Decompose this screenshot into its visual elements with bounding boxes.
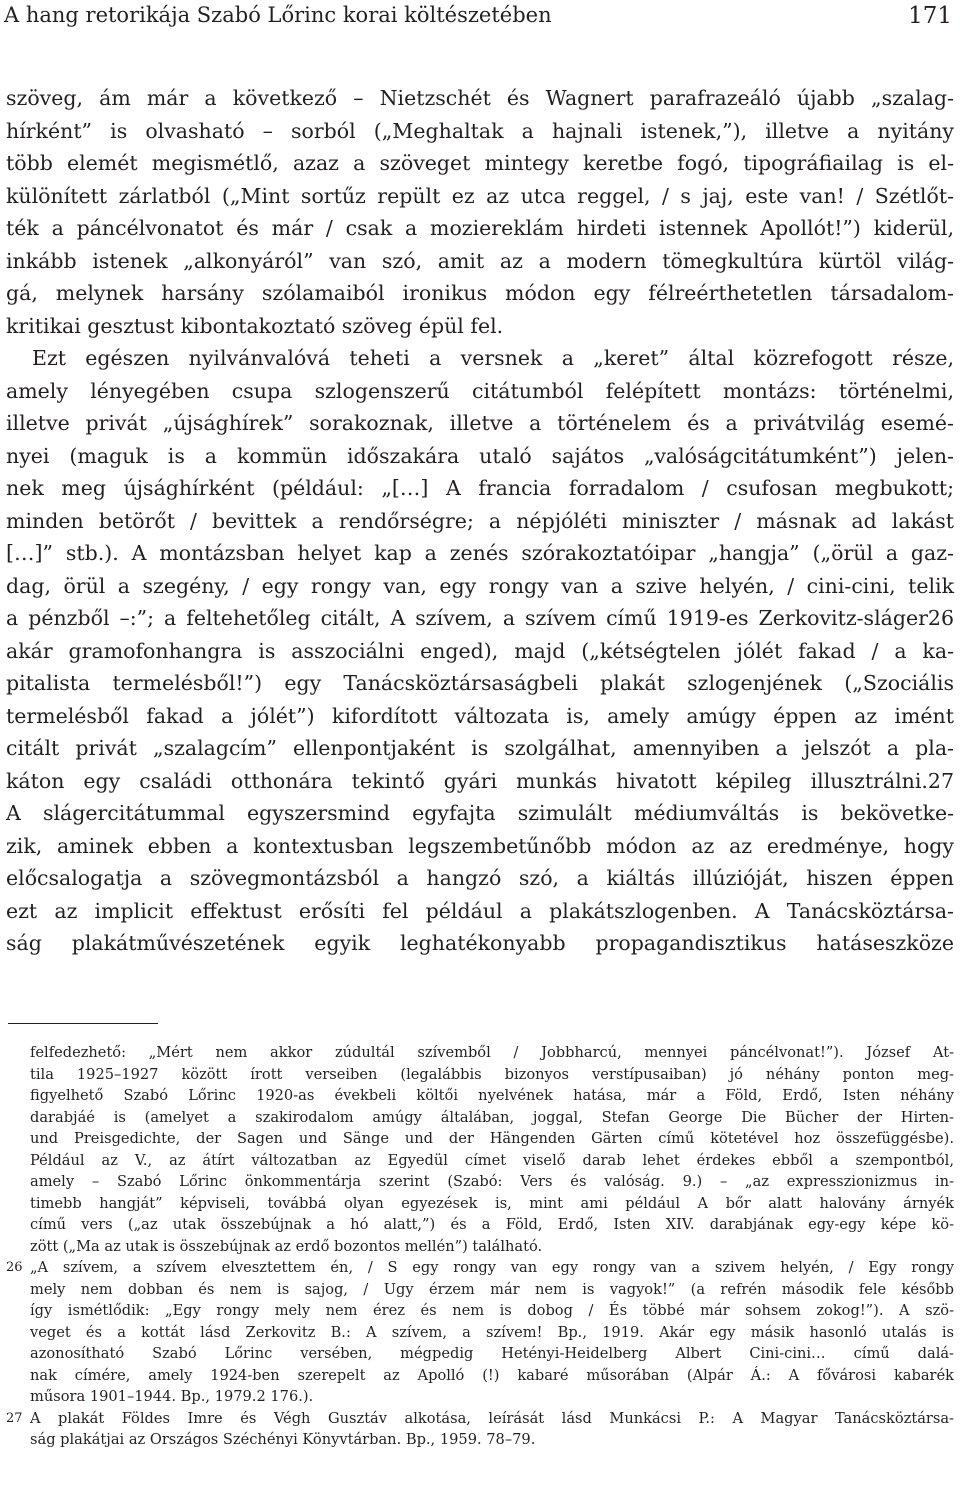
footnote-line: amely – Szabó Lőrinc önkommentárja szerint (Szabó: Vers és valóság. 9.) – „az expresszionizmus in- — [30, 1173, 954, 1190]
body-line: gá, melynek harsány szólamaiból ironikus módon egy félreérthetetlen társadalom- — [6, 281, 954, 305]
body-line: amely lényegében csupa szlogenszerű citátumból felépített montázs: történelmi, — [6, 378, 954, 403]
footnote-26 — [6, 1257, 954, 1408]
body-line: dag, örül a szegény, / egy rongy van, egy rongy van a szive helyén, / cini-cini, telik — [6, 573, 954, 598]
body-line: A slágercitátummal egyszersmind egyfajta szimulált médiumváltás is bekövetke- — [6, 801, 954, 825]
footnote-line: így ismétlődik: „Egy rongy mely nem érez és nem is dobog / És többé már sohsem zokog!”). A szö- — [30, 1302, 954, 1319]
footnote-continuation — [6, 1042, 954, 1257]
footnote-line: nak címére, amely 1924-ben szerepelt az Apolló (!) kabaré műsorában (Alpár Á.: A fővárosi kabarék — [30, 1366, 954, 1384]
body-line: nek meg újsághírként (például: „[…] A francia forradalom / csufosan megbukott; — [6, 476, 954, 500]
body-line: Ezt egészen nyilvánvalóvá teheti a versnek a „keret” által közrefogott része, — [32, 346, 954, 370]
body-line: káton egy családi otthonára tekintő gyári munkás hivatott képileg illusztrálni.27 — [6, 768, 954, 793]
page-number: 171 — [908, 3, 952, 29]
footnote-line: „A szívem, a szívem elvesztettem én, / S egy rongy van egy rongy van a szivem helyén, / Egy rongy — [30, 1259, 954, 1276]
body-line: termelésből fakad a jólét”) kifordított változata is, amely amúgy éppen az imént — [6, 703, 954, 728]
footnote-27 — [6, 1408, 954, 1451]
body-line: zik, aminek ebben a kontextusban legszembetűnőbb módon az az eredménye, hogy — [6, 833, 954, 858]
body-line: a pénzből –:”; a feltehetőleg citált, A szívem, a szívem című 1919-es Zerkovitz-sláger26 — [6, 606, 954, 630]
footnotes — [6, 1042, 954, 1451]
footnote-line: című vers („az utak összebújnak a hó alatt,”) és a Föld, Erdő, Isten XIV. darabjának egy-egy képe kö- — [30, 1216, 954, 1233]
body-line: citált privát „szalagcím” ellenpontjaként is szolgálhat, amennyiben a jelszót a pla- — [6, 736, 954, 760]
body-line: minden betörőt / bevittek a rendőrségre; a népjóléti miniszter / másnak ad lakást — [6, 508, 954, 533]
body-line: különített zárlatból („Mint sortűz repült ez az utca reggel, / s jaj, este van! / Szétlőt- — [6, 183, 954, 208]
body-line: akár gramofonhangra is asszociálni enged), majd („kétségtelen jólét fakad / a ka- — [6, 638, 954, 663]
body-line: előcsalogatja a szövegmontázsból a hangzó szó, a kiáltás illúzióját, hiszen éppen — [6, 866, 954, 890]
footnote-line: veget és a kottát lásd Zerkovitz B.: A szívem, a szívem! Bp., 1919. Akár egy másik hasonló utalás is — [30, 1323, 954, 1341]
footnote-line: műsora 1901–1944. Bp., 1979.2 176.). — [30, 1388, 314, 1405]
body-line: nyei (maguk is a kommün időszakára utaló sajátos „valóságcitátumként”) jelen- — [6, 443, 954, 468]
footnote-line: zött („Ma az utak is összebújnak az erdő bozontos mellén”) található. — [30, 1237, 543, 1255]
footnote-number: 26 — [6, 1260, 23, 1275]
body-line: inkább istenek „alkonyáról” van szó, amit az a modern tömegkultúra kürtöl világ- — [6, 248, 954, 273]
footnote-line: tila 1925–1927 között írott verseiben (legalábbis bizonyos verstípusaiban) jó néhány ponton meg- — [30, 1065, 954, 1083]
body-line: ezt az implicit effektust erősíti fel például a plakátszlogenben. A Tanácsköztársa- — [6, 898, 954, 923]
footnote-number: 27 — [6, 1410, 23, 1426]
footnote-line: A plakát Földes Imre és Végh Gusztáv alkotása, leírását lásd Munkácsi P.: A Magyar Tanácsköztársa- — [30, 1409, 954, 1427]
body-line: több elemét megismétlő, azaz a szöveget mintegy keretbe fogó, tipográfiailag is el- — [6, 151, 954, 175]
body-line: ték a páncélvonatot és már / csak a moziereklám hirdeti istennek Apollót!”) kiderül, — [6, 216, 954, 240]
footnote-line: figyelhető Szabó Lőrinc 1920-as évekbeli költői nyelvének hatása, már a Föld, Erdő, Isten néhány — [30, 1087, 954, 1104]
body-line: pitalista termelésből!”) egy Tanácsköztársaságbeli plakát szlogenjének („Szociális — [6, 671, 954, 695]
footnote-line: und Preisgedichte, der Sagen und Sänge und der Hängenden Gärten című kötetével hoz összefüggésbe). — [30, 1130, 954, 1147]
footnote-line: azonosítható Szabó Lőrinc versében, mégpedig Hetényi-Heidelberg Albert Cini-cini… című dalá- — [30, 1345, 954, 1362]
body-line: […]” stb.). A montázsban helyet kap a zenés szórakoztatóipar „hangja” („örül a gaz- — [6, 541, 954, 565]
body-line: illetve privát „újsághírek” sorakoznak, illetve a történelem és a privátvilág esemé- — [6, 411, 954, 435]
footnote-rule — [8, 1023, 158, 1024]
footnote-line: timebb hangját” képviseli, továbbá olyan egyezések is, mint ami például A bőr alatt halovány árnyék — [30, 1194, 954, 1212]
footnote-line: mely nem dobban és nem is sajog, / Ugy érzem már nem is vagyok!” (a refrén második fele később — [30, 1280, 954, 1298]
body-text — [6, 82, 954, 960]
footnote-line: darabjáé is (amelyet a szakirodalom amúgy általában, joggal, Stefan George Die Bücher der Hirten- — [30, 1108, 954, 1126]
footnote-line: Például az V., az átírt változatban az Egyedül címet viselő darab lehet érdekes ebből a szempontból, — [30, 1151, 954, 1169]
running-head: A hang retorikája Szabó Lőrinc korai költészetében — [4, 3, 552, 27]
body-line: szöveg, ám már a következő – Nietzschét és Wagnert parafrazeáló újabb „szalag- — [6, 86, 954, 110]
body-line: ság plakátművészetének egyik leghatékonyabb propagandisztikus hatáseszköze — [6, 931, 954, 955]
body-line: hírként” is olvasható – sorból („Meghaltak a hajnali istenek,”), illetve a nyitány — [6, 118, 954, 143]
body-line: kritikai gesztust kibontakoztató szöveg épül fel. — [6, 313, 504, 338]
footnote-line: ság plakátjai az Országos Széchényi Könyvtárban. Bp., 1959. 78–79. — [30, 1431, 536, 1448]
footnote-line: felfedezhető: „Mért nem akkor zúdultál szívemből / Jobbharcú, mennyei páncélvonat!”). József At- — [30, 1044, 954, 1061]
